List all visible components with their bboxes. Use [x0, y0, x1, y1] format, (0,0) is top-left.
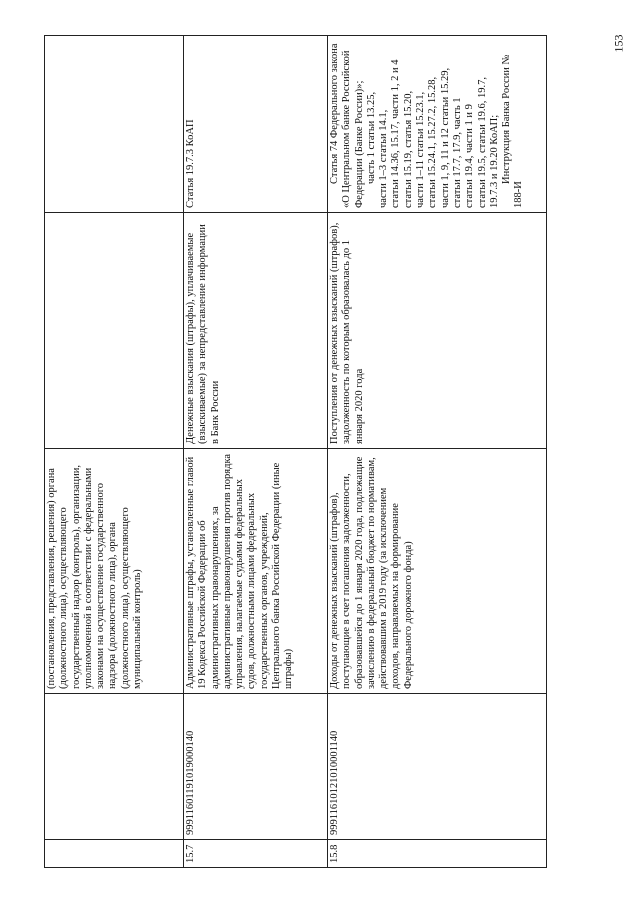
cell-name: (постановления, представления, решения) органа (должностного лица), осуществляющего государственный надзор (контроль), организации, уполномоченной в соответствии с федеральными законами на осуществление государственного надзора (должностного лица), органа (должностного лица), осуществляющего муниципальный контроль): [45, 449, 184, 694]
legal-basis-line: 19.7.3 и 19.20 КоАП;: [488, 114, 500, 208]
cell-number: 15.7: [184, 840, 328, 868]
table-row-continuation: [45, 36, 184, 868]
legal-basis-line: статьи 19.5, статьи 19.6, 19.7,: [476, 76, 488, 208]
table-row: [328, 36, 547, 868]
table-row: [184, 36, 328, 868]
cell-legal-basis: [184, 36, 328, 213]
cell-name: Доходы от денежных взысканий (штрафов), поступающие в счет погашения задолженности, образовавшейся до 1 января 2020 года, подлежащие зачислению в федеральный бюджет по нормативам, действовавшим в 2019 году (за исключением доходов, направляемых на формирование Федерального дорожного фонда): [328, 449, 547, 694]
legal-basis-line: часть 1 статьи 13.25,: [365, 91, 377, 184]
legal-basis-line: статьи 15.24.1, 15.27.2, 15.28,: [427, 76, 439, 208]
cell-description: Денежные взыскания (штрафы), уплачиваемые (взыскиваемые) за непредставление информации в Банк России: [184, 213, 328, 449]
legal-basis-line: статьи 19.4, части 1 и 9: [464, 104, 476, 208]
legal-basis-line: Инструкция Банка России № 188-И: [501, 54, 525, 208]
cell-name: Административные штрафы, установленные главой 19 Кодекса Российской Федерации об административных правонарушениях, за административные правонарушения против порядка управления, налагаемые судьями федеральных судов, должностными лицами федеральных государственных органов, учреждений, Центрального банка Российской Федерации (иные штрафы): [184, 449, 328, 694]
cell-description: Поступления от денежных взысканий (штрафов), задолженность по которым образовалась до 1 января 2020 года: [328, 213, 547, 449]
legal-basis-line: части 1–3 статьи 14.1,: [378, 109, 390, 208]
cell-legal-basis: [328, 36, 547, 213]
legal-basis-line: статьи 17.7, 17.9, часть 1: [451, 97, 463, 208]
cell-number: [45, 840, 184, 868]
rotated-table-container: [44, 13, 604, 868]
legal-basis-line: статьи 14.36, 15.17, части 1, 2 и 4 статьи 15.19, статья 15.20,: [390, 59, 414, 208]
cell-code: 99911610121010001140: [328, 694, 547, 840]
legal-basis-line: части 1–11 статьи 15.23.1,: [415, 91, 427, 208]
cell-code: [45, 694, 184, 840]
cell-legal-basis: [45, 36, 184, 213]
legal-basis-line: Статья 19.7.3 КоАП: [185, 119, 196, 208]
cell-description: [45, 213, 184, 449]
cell-code: 99911601191019000140: [184, 694, 328, 840]
legal-basis-line: части 1, 9, 11 и 12 статьи 15.29,: [439, 67, 451, 208]
page-number: 153: [611, 34, 626, 53]
cell-number: 15.8: [328, 840, 547, 868]
legal-basis-line: Статья 74 Федерального закона «О Центральном банке Российской Федерации (Банке России)»;: [329, 43, 365, 208]
classification-table: [44, 35, 547, 868]
